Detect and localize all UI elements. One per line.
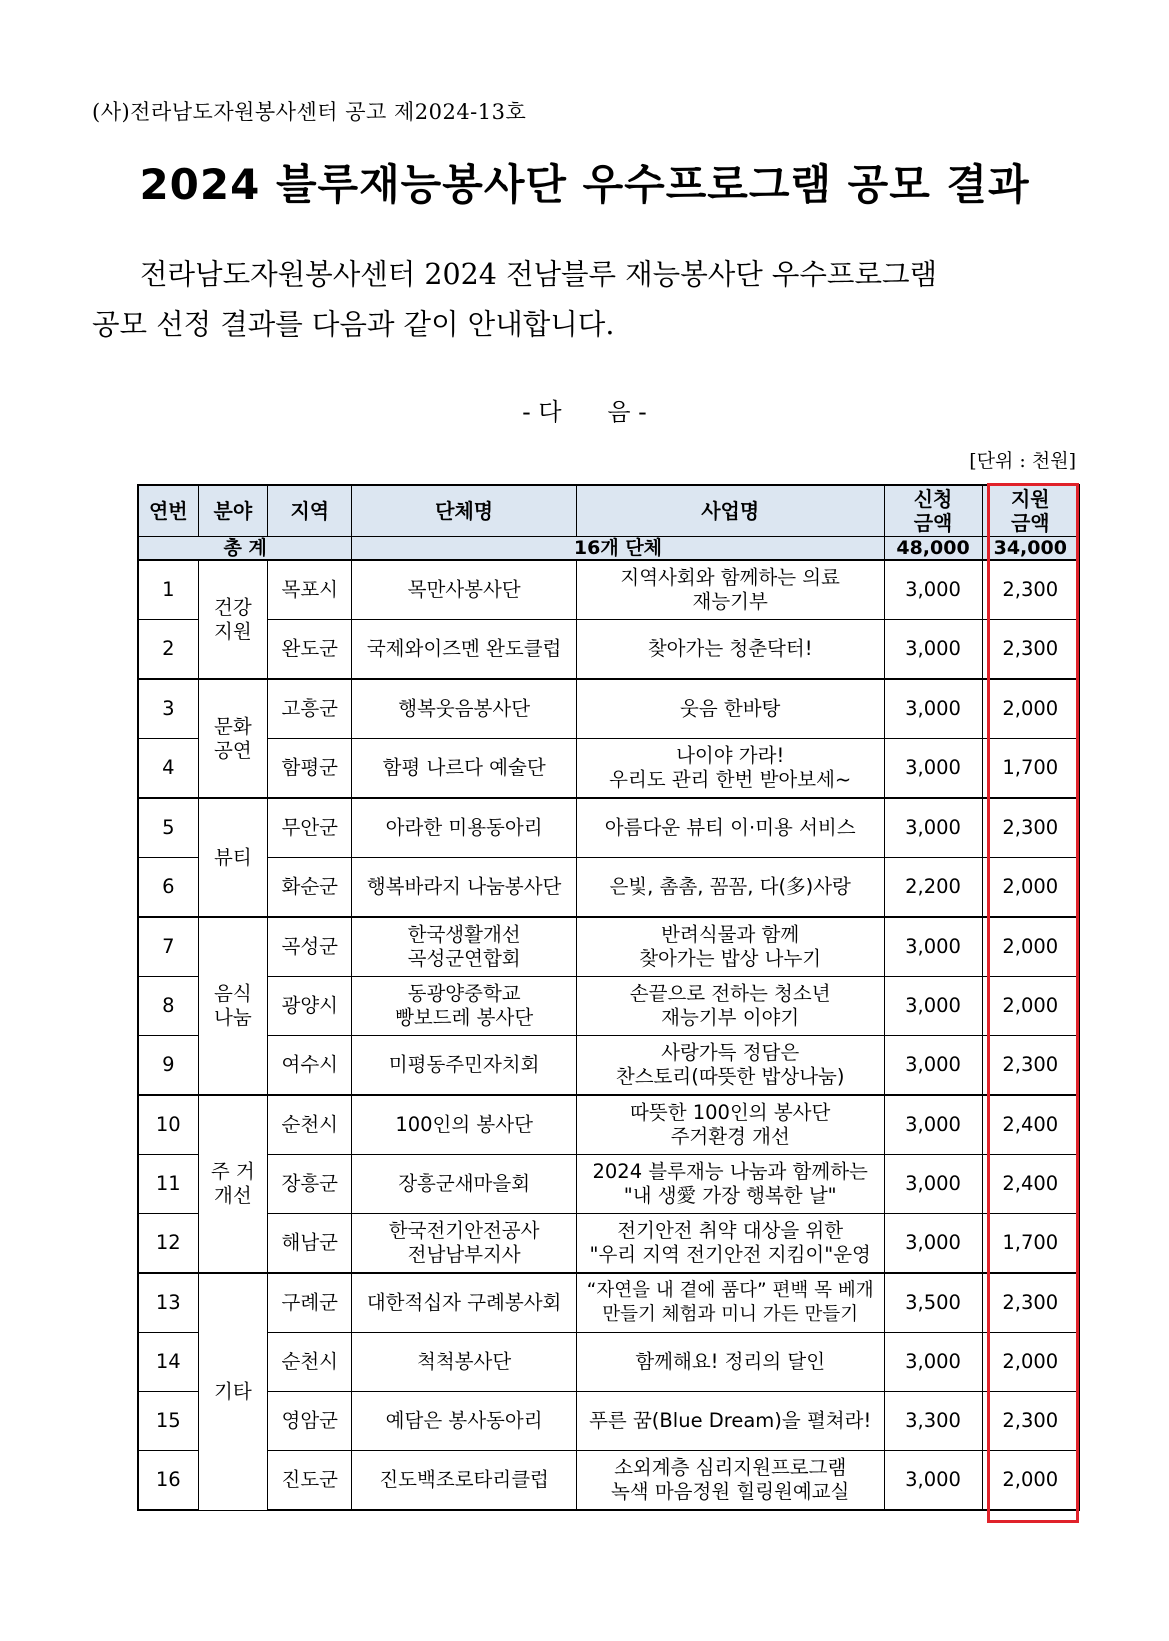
row-requested: 3,000 — [884, 798, 982, 858]
table-body — [138, 560, 1079, 1510]
field-cell: 기타 — [198, 1273, 268, 1510]
row-support: 2,000 — [982, 679, 1079, 739]
row-support: 2,000 — [982, 858, 1079, 918]
row-region: 진도군 — [268, 1451, 352, 1511]
row-org: 한국생활개선 곡성군연합회 — [352, 917, 576, 977]
row-project: 지역사회와 함께하는 의료 재능기부 — [576, 560, 884, 620]
row-org: 척척봉사단 — [352, 1333, 576, 1392]
table-row — [138, 1095, 1079, 1155]
row-requested: 3,000 — [884, 1333, 982, 1392]
table-row — [138, 1273, 1079, 1333]
row-org: 국제와이즈멘 완도클럽 — [352, 620, 576, 680]
row-project: “자연을 내 곁에 품다” 편백 목 베개 만들기 체험과 미니 가든 만들기 — [576, 1273, 884, 1333]
total-orgs: 16개 단체 — [352, 537, 884, 561]
field-cell: 음식 나눔 — [198, 917, 268, 1095]
row-project: 2024 블루재능 나눔과 함께하는 "내 생愛 가장 행복한 날" — [576, 1155, 884, 1214]
row-no: 8 — [138, 977, 198, 1036]
row-region: 고흥군 — [268, 679, 352, 739]
row-project: 전기안전 취약 대상을 위한 "우리 지역 전기안전 지킴이"운영 — [576, 1214, 884, 1274]
table-row — [138, 977, 1079, 1036]
row-org: 동광양중학교 빵보드레 봉사단 — [352, 977, 576, 1036]
section-heading: - 다 음 - — [522, 398, 647, 426]
row-project: 손끝으로 전하는 청소년 재능기부 이야기 — [576, 977, 884, 1036]
row-project: 나이야 가라! 우리도 관리 한번 받아보세~ — [576, 739, 884, 799]
unit-label: [단위 : 천원] — [969, 450, 1076, 472]
field-cell: 문화 공연 — [198, 679, 268, 798]
row-region: 순천시 — [268, 1095, 352, 1155]
row-region: 무안군 — [268, 798, 352, 858]
row-requested: 3,000 — [884, 1155, 982, 1214]
page-title: 2024 블루재능봉사단 우수프로그램 공모 결과 — [139, 160, 1030, 209]
table-header-row — [138, 485, 1079, 537]
row-no: 4 — [138, 739, 198, 799]
row-org: 100인의 봉사단 — [352, 1095, 576, 1155]
row-requested: 3,000 — [884, 620, 982, 680]
row-requested: 3,000 — [884, 1451, 982, 1511]
row-org: 진도백조로타리클럽 — [352, 1451, 576, 1511]
row-no: 13 — [138, 1273, 198, 1333]
row-region: 장흥군 — [268, 1155, 352, 1214]
row-requested: 3,000 — [884, 1214, 982, 1274]
row-region: 여수시 — [268, 1036, 352, 1096]
table-row — [138, 917, 1079, 977]
row-region: 해남군 — [268, 1214, 352, 1274]
total-label: 총 계 — [138, 537, 352, 561]
row-region: 완도군 — [268, 620, 352, 680]
row-project: 소외계층 심리지원프로그램 녹색 마음정원 힐링원예교실 — [576, 1451, 884, 1511]
row-org: 함평 나르다 예술단 — [352, 739, 576, 799]
row-project: 반려식물과 함께 찾아가는 밥상 나누기 — [576, 917, 884, 977]
row-support: 1,700 — [982, 739, 1079, 799]
field-cell: 건강 지원 — [198, 560, 268, 679]
table-row — [138, 620, 1079, 680]
row-no: 9 — [138, 1036, 198, 1096]
row-no: 5 — [138, 798, 198, 858]
row-project: 웃음 한바탕 — [576, 679, 884, 739]
row-no: 11 — [138, 1155, 198, 1214]
row-no: 16 — [138, 1451, 198, 1511]
row-no: 2 — [138, 620, 198, 680]
row-requested: 3,000 — [884, 1095, 982, 1155]
intro-line-2: 공모 선정 결과를 다음과 같이 안내합니다. — [92, 308, 615, 341]
header-region: 지역 — [268, 485, 352, 537]
row-no: 10 — [138, 1095, 198, 1155]
row-requested: 3,300 — [884, 1392, 982, 1451]
row-support: 2,400 — [982, 1095, 1079, 1155]
row-support: 2,000 — [982, 1451, 1079, 1511]
row-requested: 2,200 — [884, 858, 982, 918]
row-support: 2,300 — [982, 620, 1079, 680]
total-support: 34,000 — [982, 537, 1079, 561]
intro-paragraph — [92, 250, 1082, 350]
row-support: 2,300 — [982, 1273, 1079, 1333]
field-cell: 뷰티 — [198, 798, 268, 917]
row-region: 영암군 — [268, 1392, 352, 1451]
table-row — [138, 1333, 1079, 1392]
row-requested: 3,000 — [884, 739, 982, 799]
row-org: 목만사봉사단 — [352, 560, 576, 620]
row-requested: 3,000 — [884, 560, 982, 620]
row-requested: 3,000 — [884, 977, 982, 1036]
row-no: 15 — [138, 1392, 198, 1451]
row-project: 은빛, 촘촘, 꼼꼼, 다(多)사랑 — [576, 858, 884, 918]
table-row — [138, 739, 1079, 799]
header-field: 분야 — [198, 485, 268, 537]
row-org: 미평동주민자치회 — [352, 1036, 576, 1096]
header-no: 연번 — [138, 485, 198, 537]
row-region: 광양시 — [268, 977, 352, 1036]
table-row — [138, 560, 1079, 620]
header-support: 지원 금액 — [982, 485, 1079, 537]
field-cell: 주 거 개선 — [198, 1095, 268, 1273]
row-project: 따뜻한 100인의 봉사단 주거환경 개선 — [576, 1095, 884, 1155]
row-org: 행복바라지 나눔봉사단 — [352, 858, 576, 918]
row-no: 1 — [138, 560, 198, 620]
table-row — [138, 1214, 1079, 1274]
row-support: 2,300 — [982, 1036, 1079, 1096]
row-org: 한국전기안전공사 전남남부지사 — [352, 1214, 576, 1274]
row-no: 3 — [138, 679, 198, 739]
row-requested: 3,000 — [884, 679, 982, 739]
row-requested: 3,000 — [884, 1036, 982, 1096]
row-requested: 3,000 — [884, 917, 982, 977]
row-support: 2,300 — [982, 798, 1079, 858]
row-org: 행복웃음봉사단 — [352, 679, 576, 739]
row-support: 2,300 — [982, 560, 1079, 620]
total-requested: 48,000 — [884, 537, 982, 561]
row-project: 푸른 꿈(Blue Dream)을 펼쳐라! — [576, 1392, 884, 1451]
row-no: 12 — [138, 1214, 198, 1274]
row-project: 함께해요! 정리의 달인 — [576, 1333, 884, 1392]
row-org: 장흥군새마을회 — [352, 1155, 576, 1214]
notice-number: (사)전라남도자원봉사센터 공고 제2024-13호 — [92, 100, 527, 124]
row-region: 목포시 — [268, 560, 352, 620]
row-support: 2,400 — [982, 1155, 1079, 1214]
table-row — [138, 1155, 1079, 1214]
result-table — [137, 484, 1080, 1511]
table-row — [138, 1392, 1079, 1451]
row-region: 곡성군 — [268, 917, 352, 977]
row-project: 사랑가득 정담은 찬스토리(따뜻한 밥상나눔) — [576, 1036, 884, 1096]
row-project: 찾아가는 청춘닥터! — [576, 620, 884, 680]
row-org: 예담은 봉사동아리 — [352, 1392, 576, 1451]
row-region: 순천시 — [268, 1333, 352, 1392]
header-org: 단체명 — [352, 485, 576, 537]
row-region: 구례군 — [268, 1273, 352, 1333]
row-org: 대한적십자 구례봉사회 — [352, 1273, 576, 1333]
row-region: 화순군 — [268, 858, 352, 918]
row-support: 2,000 — [982, 977, 1079, 1036]
table-row — [138, 1451, 1079, 1511]
row-requested: 3,500 — [884, 1273, 982, 1333]
table-row — [138, 1036, 1079, 1096]
row-support: 1,700 — [982, 1214, 1079, 1274]
row-region: 함평군 — [268, 739, 352, 799]
row-project: 아름다운 뷰티 이·미용 서비스 — [576, 798, 884, 858]
row-support: 2,000 — [982, 917, 1079, 977]
table-row — [138, 798, 1079, 858]
row-no: 7 — [138, 917, 198, 977]
header-requested: 신청 금액 — [884, 485, 982, 537]
table-row — [138, 858, 1079, 918]
row-support: 2,300 — [982, 1392, 1079, 1451]
intro-line-1: 전라남도자원봉사센터 2024 전남블루 재능봉사단 우수프로그램 — [140, 258, 938, 291]
row-no: 6 — [138, 858, 198, 918]
total-row — [138, 537, 1079, 561]
row-org: 아라한 미용동아리 — [352, 798, 576, 858]
row-no: 14 — [138, 1333, 198, 1392]
row-support: 2,000 — [982, 1333, 1079, 1392]
header-project: 사업명 — [576, 485, 884, 537]
table-row — [138, 679, 1079, 739]
